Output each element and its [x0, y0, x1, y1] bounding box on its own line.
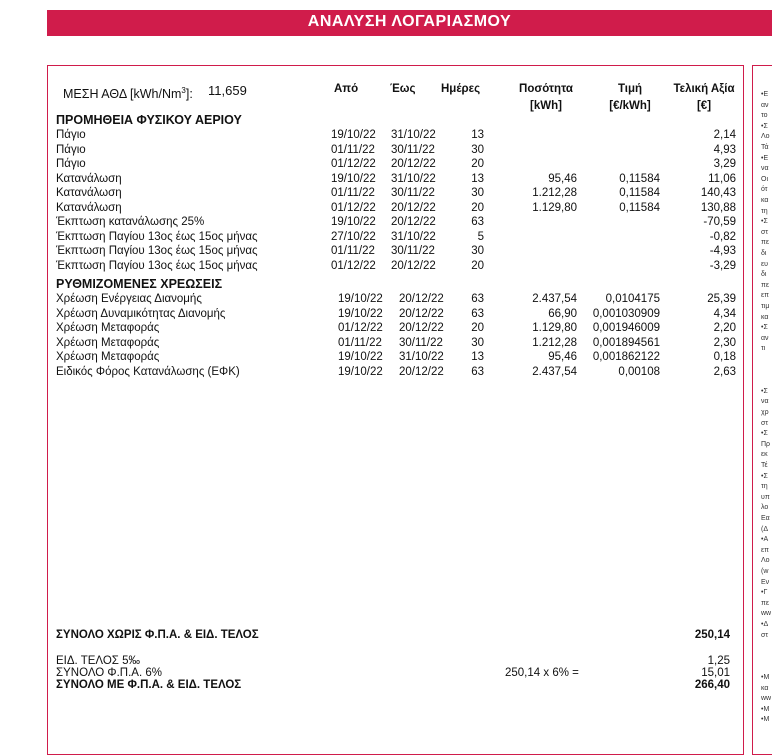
side-note-fragment: •Σ — [761, 387, 768, 395]
supply-row-total: -70,59 — [703, 216, 736, 228]
side-note-fragment: •Σ — [761, 218, 768, 226]
subtotal-value: 250,14 — [694, 629, 730, 641]
side-note-fragment: αν — [761, 101, 769, 109]
side-note-fragment: το — [761, 112, 768, 120]
regulated-row-price: 0,001030909 — [592, 307, 660, 320]
side-note-fragment: Λο — [761, 557, 770, 565]
regulated-row-total: 2,63 — [713, 365, 736, 378]
section-regulated-title: ΡΥΘΜΙΖΟΜΕΝΕΣ ΧΡΕΩΣΕΙΣ — [56, 277, 223, 291]
supply-row-desc: Έκπτωση κατανάλωσης 25% — [56, 216, 205, 228]
supply-row-total: 2,14 — [713, 129, 736, 141]
supply-row-to: 20/12/22 — [391, 259, 436, 272]
side-note-fragment: πε — [761, 599, 769, 607]
col-total-unit: [€] — [696, 100, 712, 112]
regulated-row-desc: Χρέωση Μεταφοράς — [56, 336, 160, 349]
col-qty: Ποσότητα — [519, 83, 573, 95]
supply-row-qty: 1.212,28 — [532, 187, 577, 199]
side-note-fragment: •Ε — [761, 154, 769, 162]
vat-label: ΣΥΝΟΛΟ Φ.Π.Α. 6% — [56, 667, 162, 679]
side-note-fragment: δι — [761, 250, 767, 257]
grand-total-label: ΣΥΝΟΛΟ ΜΕ Φ.Π.Α. & ΕΙΔ. ΤΕΛΟΣ — [56, 679, 242, 691]
regulated-row-desc: Χρέωση Ενέργειας Διανομής — [56, 293, 202, 305]
supply-row-to: 30/11/22 — [391, 187, 435, 199]
supply-row-total: -4,93 — [709, 245, 736, 257]
supply-row-desc: Πάγιο — [56, 143, 86, 156]
side-note-fragment: χρ — [761, 409, 769, 416]
regulated-row-from: 19/10/22 — [338, 293, 383, 305]
supply-row-from: 01/12/22 — [331, 259, 376, 272]
regulated-row-price: 0,001946009 — [592, 322, 660, 334]
side-note-fragment: στ — [761, 419, 769, 427]
regulated-row-qty: 95,46 — [548, 351, 577, 363]
regulated-row-to: 20/12/22 — [399, 307, 444, 320]
side-note-fragment: •Γ — [761, 589, 768, 597]
regulated-row-qty: 2.437,54 — [532, 293, 577, 305]
side-note-fragment: Λο — [761, 133, 770, 141]
supply-row-qty: 95,46 — [548, 172, 577, 185]
supply-row-desc: Πάγιο — [56, 158, 86, 170]
supply-row-to: 31/10/22 — [391, 230, 436, 243]
side-note-fragment: Πρ — [761, 440, 771, 448]
side-note-fragment: •Μ — [761, 716, 770, 724]
regulated-row-price: 0,001862122 — [592, 351, 660, 363]
regulated-row-from: 01/11/22 — [338, 336, 382, 349]
regulated-row-days: 20 — [471, 322, 484, 334]
side-note-fragment: στ — [761, 631, 769, 639]
regulated-row-to: 20/12/22 — [399, 365, 444, 378]
side-note-fragment: επ — [761, 292, 769, 300]
supply-row-total: -0,82 — [709, 230, 736, 243]
side-notes-box — [752, 65, 772, 755]
supply-row-desc: Έκπτωση Παγίου 13ος έως 15ος μήνας — [56, 259, 258, 272]
side-note-fragment: (Δ — [761, 525, 769, 533]
avg-label: ΜΕΣΗ ΑΘΔ [kWh/Nm$^3$]: — [63, 86, 193, 102]
regulated-row-to: 20/12/22 — [399, 322, 444, 334]
supply-row-from: 01/11/22 — [331, 187, 375, 199]
side-note-fragment: ότ — [761, 186, 768, 194]
supply-row-qty: 1.129,80 — [532, 201, 577, 214]
regulated-row-price: 0,001894561 — [592, 336, 660, 349]
regulated-row-total: 4,34 — [713, 307, 736, 320]
supply-row-desc: Κατανάλωση — [56, 172, 122, 185]
supply-row-desc: Έκπτωση Παγίου 13ος έως 15ος μήνας — [56, 230, 258, 243]
supply-row-from: 01/11/22 — [331, 245, 375, 257]
regulated-row-to: 20/12/22 — [399, 293, 444, 305]
col-price-unit: [€/kWh] — [609, 100, 651, 112]
side-note-fragment: τι — [761, 345, 766, 353]
supply-row-total: 140,43 — [700, 187, 736, 199]
side-note-fragment: Τά — [761, 144, 769, 151]
supply-row-from: 01/12/22 — [331, 201, 376, 214]
side-note-fragment: •Ε — [761, 91, 769, 98]
side-note-fragment: τιμ — [761, 303, 770, 310]
supply-row-to: 20/12/22 — [391, 158, 436, 170]
supply-row-days: 63 — [471, 216, 484, 228]
supply-row-desc: Έκπτωση Παγίου 13ος έως 15ος μήνας — [56, 245, 258, 257]
side-note-fragment: Τέ — [761, 462, 768, 469]
regulated-row-days: 13 — [471, 351, 484, 363]
side-note-fragment: στ — [761, 228, 769, 236]
special-fee-value: 1,25 — [707, 655, 730, 667]
regulated-row-price: 0,0104175 — [605, 293, 660, 305]
supply-row-days: 5 — [477, 230, 484, 243]
regulated-row-price: 0,00108 — [618, 365, 660, 378]
supply-row-total: 130,88 — [700, 201, 736, 214]
side-note-fragment: επ — [761, 546, 769, 554]
side-note-fragment: Εα — [761, 515, 770, 522]
supply-row-to: 20/12/22 — [391, 216, 436, 228]
regulated-row-total: 0,18 — [713, 351, 736, 363]
col-qty-unit: [kWh] — [530, 100, 562, 112]
supply-row-to: 30/11/22 — [391, 245, 435, 257]
supply-row-desc: Πάγιο — [56, 129, 86, 141]
special-fee-label: ΕΙΔ. ΤΕΛΟΣ 5‰ — [56, 655, 141, 667]
side-note-fragment: πε — [761, 239, 769, 247]
vat-value: 15,01 — [701, 667, 730, 679]
side-note-fragment: •Σ — [761, 122, 768, 130]
regulated-row-days: 63 — [471, 307, 484, 320]
page-title: ΑΝΑΛΥΣΗ ΛΟΓΑΡΙΑΣΜΟΥ — [307, 13, 512, 30]
regulated-row-days: 63 — [471, 293, 484, 305]
side-note-fragment: κα — [761, 313, 769, 321]
side-note-fragment: τη — [761, 483, 768, 491]
regulated-row-from: 01/12/22 — [338, 322, 383, 334]
side-note-fragment: δι — [761, 271, 767, 279]
side-note-fragment: •Δ — [761, 621, 769, 628]
regulated-row-desc: Ειδικός Φόρος Κατανάλωσης (ΕΦΚ) — [56, 365, 240, 378]
side-note-fragment: κα — [761, 684, 769, 692]
side-note-fragment: •Α — [761, 536, 769, 544]
col-total: Τελική Αξία — [673, 83, 735, 95]
supply-row-days: 13 — [471, 129, 484, 141]
supply-row-days: 13 — [471, 172, 484, 185]
supply-row-total: 11,06 — [708, 172, 736, 185]
subtotal-label: ΣΥΝΟΛΟ ΧΩΡΙΣ Φ.Π.Α. & ΕΙΔ. ΤΕΛΟΣ — [56, 629, 259, 641]
side-note-fragment: αν — [761, 334, 769, 342]
supply-row-total: 3,29 — [713, 158, 736, 170]
supply-row-from: 19/10/22 — [331, 216, 376, 228]
regulated-row-qty: 1.212,28 — [532, 336, 577, 349]
supply-row-from: 19/10/22 — [331, 129, 376, 141]
regulated-row-total: 2,30 — [713, 336, 736, 349]
col-price: Τιμή — [617, 83, 643, 95]
supply-row-price: 0,11584 — [619, 201, 660, 214]
side-note-fragment: •Σ — [761, 430, 768, 438]
side-note-fragment: κα — [761, 197, 769, 204]
side-note-fragment: •Σ — [761, 472, 768, 480]
side-note-fragment: πε — [761, 281, 769, 289]
regulated-row-days: 30 — [471, 336, 484, 349]
side-note-fragment: •Σ — [761, 324, 768, 332]
supply-row-days: 20 — [471, 158, 484, 170]
side-note-fragment: •Μ — [761, 705, 770, 713]
regulated-row-from: 19/10/22 — [338, 365, 383, 378]
regulated-row-to: 30/11/22 — [399, 336, 443, 349]
section-supply-title: ΠΡΟΜΗΘΕΙΑ ΦΥΣΙΚΟΥ ΑΕΡΙΟΥ — [56, 113, 242, 127]
regulated-row-desc: Χρέωση Μεταφοράς — [56, 351, 160, 363]
side-note-fragment: υπ — [761, 493, 770, 501]
col-to: Έως — [390, 83, 416, 95]
supply-row-price: 0,11584 — [619, 187, 660, 199]
supply-row-total: 4,93 — [713, 143, 736, 156]
supply-row-days: 30 — [471, 245, 484, 257]
supply-row-to: 20/12/22 — [391, 201, 436, 214]
side-note-fragment: (w — [761, 568, 769, 575]
side-note-fragment: Εν — [761, 578, 770, 586]
regulated-row-from: 19/10/22 — [338, 307, 383, 320]
regulated-row-qty: 1.129,80 — [532, 322, 577, 334]
regulated-row-to: 31/10/22 — [399, 351, 444, 363]
side-note-fragment: να — [761, 165, 769, 173]
side-note-fragment: ww — [761, 610, 772, 618]
supply-row-price: 0,11584 — [619, 172, 660, 185]
regulated-row-days: 63 — [471, 365, 484, 378]
vat-calculation: 250,14 x 6% = — [505, 667, 579, 679]
supply-row-days: 20 — [471, 201, 484, 214]
regulated-row-desc: Χρέωση Μεταφοράς — [56, 322, 160, 334]
supply-row-to: 31/10/22 — [391, 172, 436, 185]
side-note-fragment: εκ — [761, 451, 768, 459]
supply-row-desc: Κατανάλωση — [56, 201, 122, 214]
supply-row-from: 01/11/22 — [331, 143, 375, 156]
supply-row-total: -3,29 — [709, 259, 736, 272]
side-note-fragment: Οι — [761, 175, 768, 183]
supply-row-from: 01/12/22 — [331, 158, 376, 170]
supply-row-desc: Κατανάλωση — [56, 187, 122, 199]
side-note-fragment: ww — [761, 695, 772, 703]
regulated-row-from: 19/10/22 — [338, 351, 383, 363]
side-note-fragment: λο — [761, 504, 769, 512]
side-note-fragment: να — [761, 398, 769, 406]
col-from: Από — [334, 83, 359, 95]
supply-row-to: 30/11/22 — [391, 143, 435, 156]
col-days: Ημέρες — [441, 83, 481, 95]
supply-row-from: 19/10/22 — [331, 172, 376, 185]
regulated-row-qty: 2.437,54 — [532, 365, 577, 378]
supply-row-days: 20 — [471, 259, 484, 272]
side-note-fragment: •Μ — [761, 674, 770, 681]
supply-row-days: 30 — [471, 187, 484, 199]
avg-value: 11,659 — [208, 83, 247, 98]
supply-row-days: 30 — [471, 143, 484, 156]
side-note-fragment: ευ — [761, 260, 768, 268]
header-banner — [47, 10, 772, 36]
supply-row-from: 27/10/22 — [331, 230, 376, 243]
side-note-fragment: τη — [761, 207, 768, 215]
supply-row-to: 31/10/22 — [391, 129, 436, 141]
grand-total-value: 266,40 — [694, 679, 730, 691]
regulated-row-total: 25,39 — [707, 293, 736, 305]
regulated-row-desc: Χρέωση Δυναμικότητας Διανομής — [56, 307, 226, 320]
regulated-row-total: 2,20 — [713, 322, 736, 334]
regulated-row-qty: 66,90 — [548, 307, 577, 320]
